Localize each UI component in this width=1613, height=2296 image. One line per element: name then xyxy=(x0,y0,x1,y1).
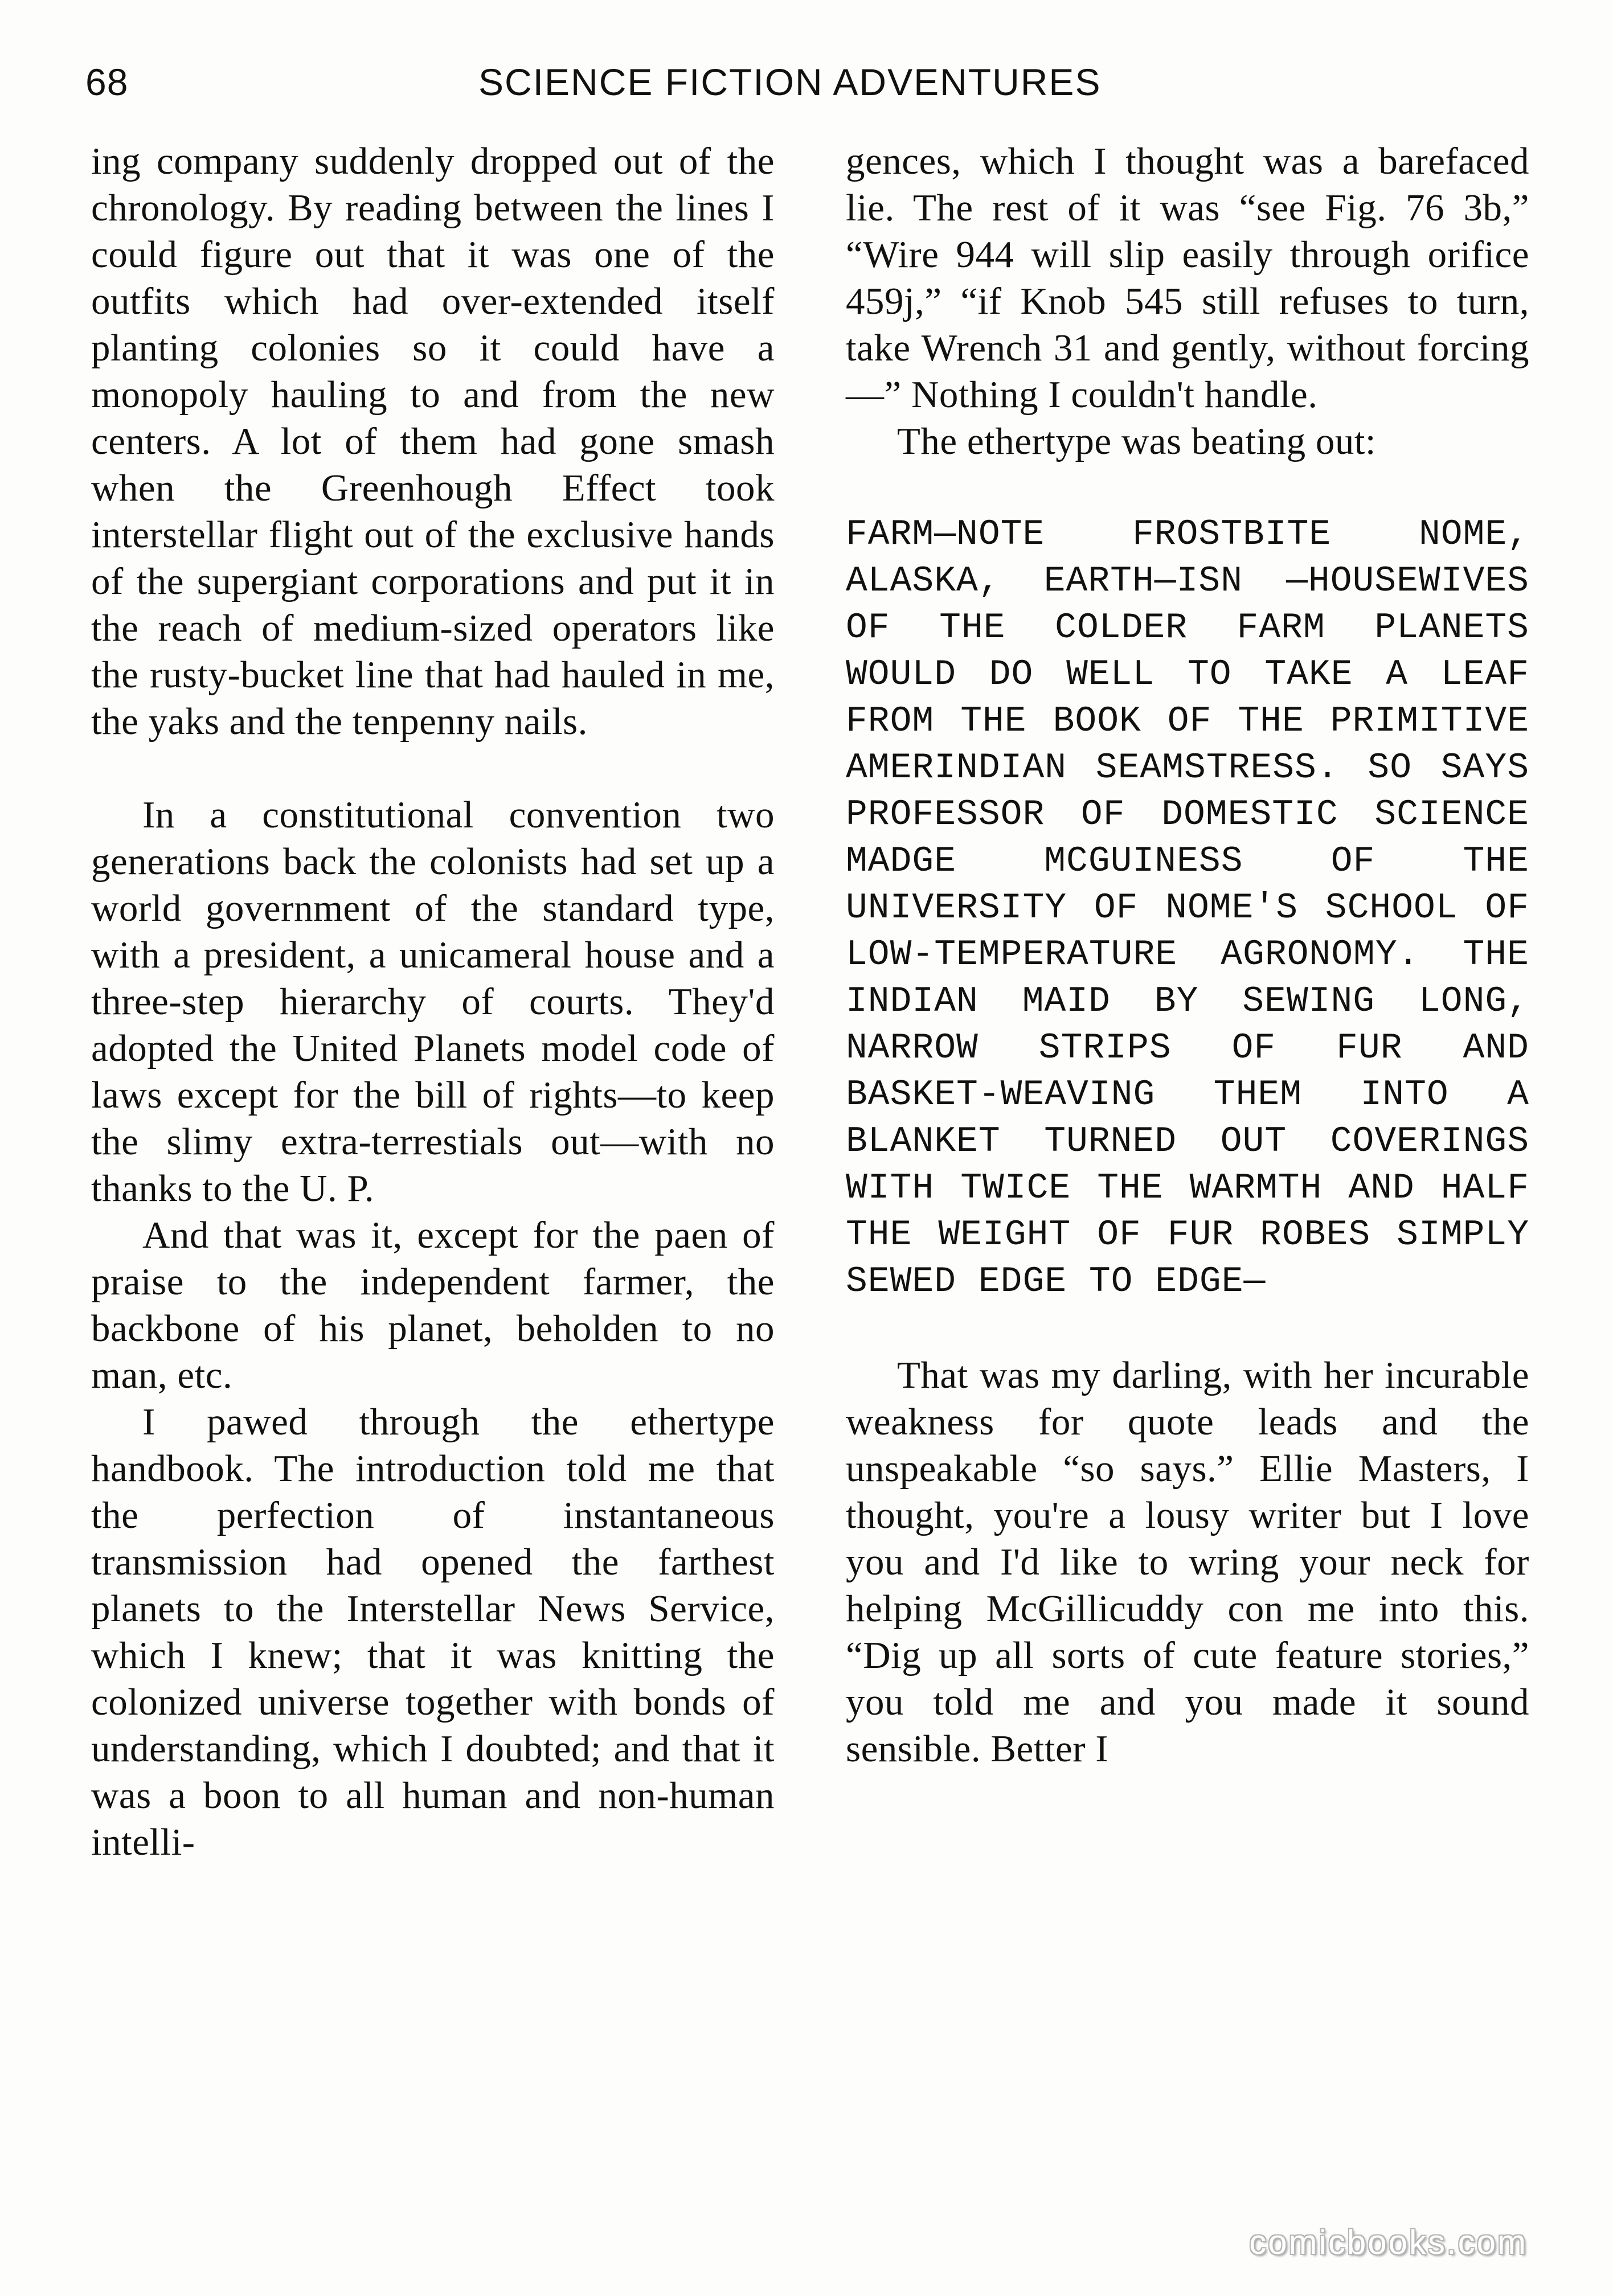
ethertype-bulletin: FARM—NOTE FROSTBITE NOME, ALASKA, EARTH—ISN —HOUSEWIVES OF THE COLDER FARM PLANETS WOULD DO WELL TO TAKE A LEAF FROM THE BOOK OF THE PRIMITIVE AMERINDIAN SEAMSTRESS. SO SAYS PROFESSOR OF DOMESTIC SCIENCE MADGE MCGUINESS OF THE UNIVERSITY OF NOME'S SCHOOL OF LOW-TEMPERATURE AGRONOMY. THE INDIAN MAID BY SEWING LONG, NARROW STRIPS OF FUR AND BASKET-WEAVING THEM INTO A BLANKET TURNED OUT COVERINGS WITH TWICE THE WARMTH AND HALF THE WEIGHT OF FUR ROBES SIMPLY SEWED EDGE TO EDGE— xyxy=(846,514,1529,1302)
paragraph-handbook: I pawed through the ethertype handbook. The introduction told me that the perfection of instantaneous transmission had opened the farthest planets to the Interstellar News Service, which I knew; that it was knitting the colonized universe together with bonds of understanding, which I doubted; and that it was a boon to all human and non-human intelli- xyxy=(91,1401,775,1863)
left-column xyxy=(91,138,775,2211)
running-title: SCIENCE FICTION ADVENTURES xyxy=(478,61,1102,103)
paragraph-ethertype: The ethertype was beating out: xyxy=(897,420,1377,462)
paragraph-intelligences: gences, which I thought was a barefaced lie. The rest of it was “see Fig. 76 3b,” “Wire 944 will slip easily through orifice 459j,” “if Knob 545 still refuses to turn, take Wrench 31 and gently, without forcing—” Nothing I couldn't handle. xyxy=(846,140,1529,416)
right-column xyxy=(846,138,1529,2211)
paragraph-constitution: In a constitutional convention two generations back the colonists had set up a world government of the standard type, with a president, a unicameral house and a three-step hierarchy of courts. They'd adopted the United Planets model code of laws except for the bill of rights—to keep the slimy extra-terrestials out—with no thanks to the U. P. xyxy=(91,794,775,1210)
page-header xyxy=(85,62,1533,124)
site-watermark: comicbooks.com xyxy=(1249,2223,1528,2261)
paragraph-darling: That was my darling, with her incurable weakness for quote leads and the unspeakable “so says.” Ellie Masters, I thought, you're a lousy writer but I love you and I'd like to wring your neck for helping McGillicuddy con me into this. “Dig up all sorts of cute feature stories,” you told me and you made it sound sensible. Better I xyxy=(846,1354,1529,1770)
paragraph-paen: And that was it, except for the paen of praise to the independent farmer, the backbone of his planet, beholden to no man, etc. xyxy=(91,1214,775,1396)
paragraph-continued: ing company suddenly dropped out of the chronology. By reading between the lines I could figure out that it was one of the outfits which had over-extended itself planting colonies so it could have a monopoly hauling to and from the new centers. A lot of them had gone smash when the Greenhough Effect took interstellar flight out of the exclusive hands of the supergiant corporations and put it in the reach of medium-sized operators like the rusty-bucket line that had hauled in me, the yaks and the tenpenny nails. xyxy=(91,140,775,743)
page-number: 68 xyxy=(85,61,129,103)
